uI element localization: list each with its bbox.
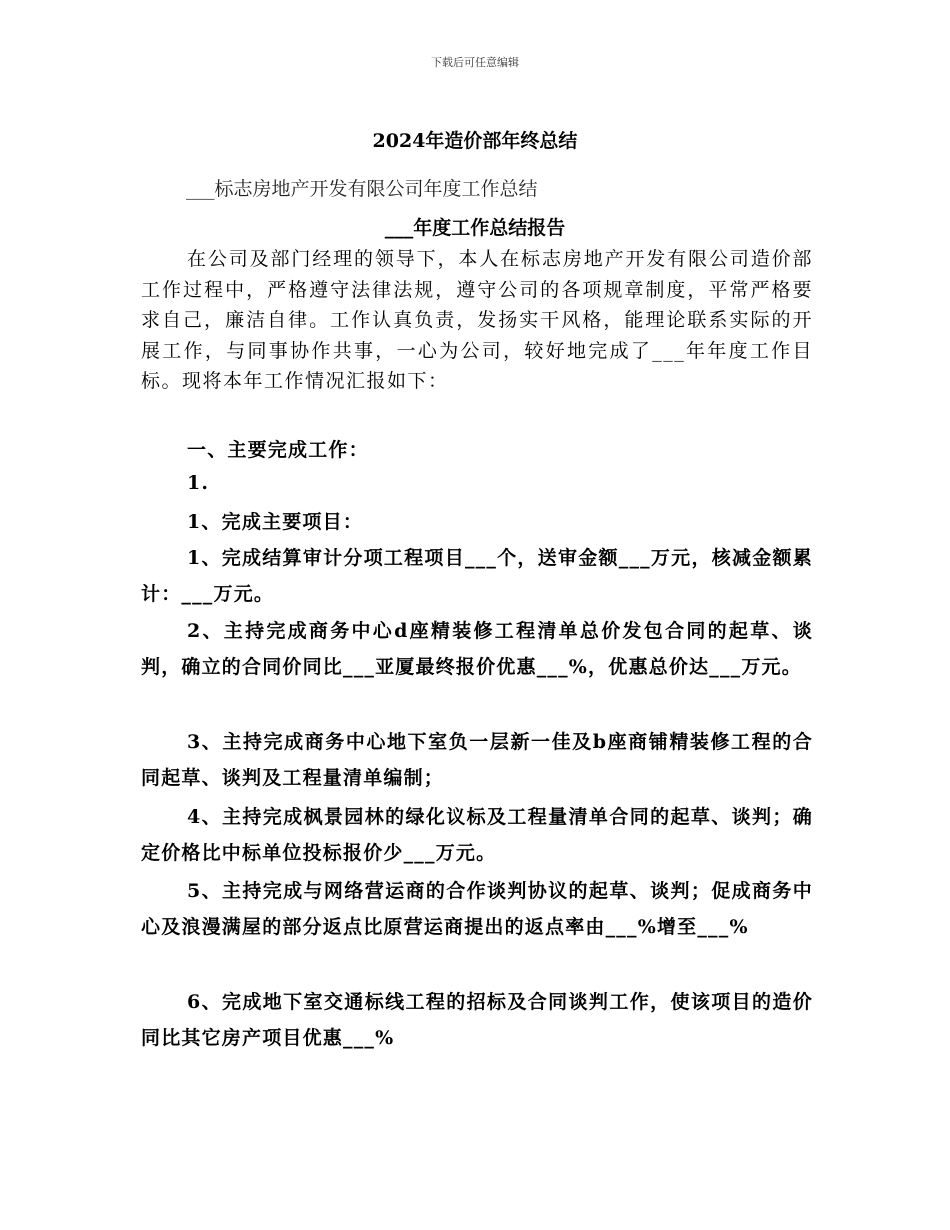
list-item: 5、主持完成与网络营运商的合作谈判协议的起草、谈判；促成商务中心及浪漫满屋的部分返点比原营运商提出的返点率由___%增至___% [141,880,813,938]
section-heading: 一、主要完成工作： [187,439,369,461]
document-subtitle: ___标志房地产开发有限公司年度工作总结 [186,178,538,200]
sub-heading: 1、完成主要项目： [187,511,364,533]
list-item: 2、主持完成商务中心d座精装修工程清单总价发包合同的起草、谈判，确立的合同价同比___亚厦最终报价优惠___%，优惠总价达___万元。 [141,620,813,678]
document-title: 2024年造价部年终总结 [372,130,578,152]
item-number: 1. [187,472,210,494]
list-item: 1、完成结算审计分项工程项目___个，送审金额___万元，核减金额累计：___万元。 [141,547,813,605]
list-item: 3、主持完成商务中心地下室负一层新一佳及b座商铺精装修工程的合同起草、谈判及工程量清单编制； [141,731,813,789]
list-item: 4、主持完成枫景园林的绿化议标及工程量清单合同的起草、谈判；确定价格比中标单位投标报价少___万元。 [141,806,813,864]
report-title: ___年度工作总结报告 [384,217,566,239]
list-item: 6、完成地下室交通标线工程的招标及合同谈判工作，使该项目的造价同比其它房产项目优惠___% [141,991,813,1049]
intro-paragraph: 在公司及部门经理的领导下，本人在标志房地产开发有限公司造价部工作过程中，严格遵守法律法规，遵守公司的各项规章制度，平常严格要求自己，廉洁自律。工作认真负责，发扬实干风格，能理论联系实际的开展工作，与同事协作共事，一心为公司，较好地完成了___年年度工作目标。现将本年工作情况汇报如下： [141,248,813,392]
header-note: 下载后可任意编辑 [431,56,519,69]
